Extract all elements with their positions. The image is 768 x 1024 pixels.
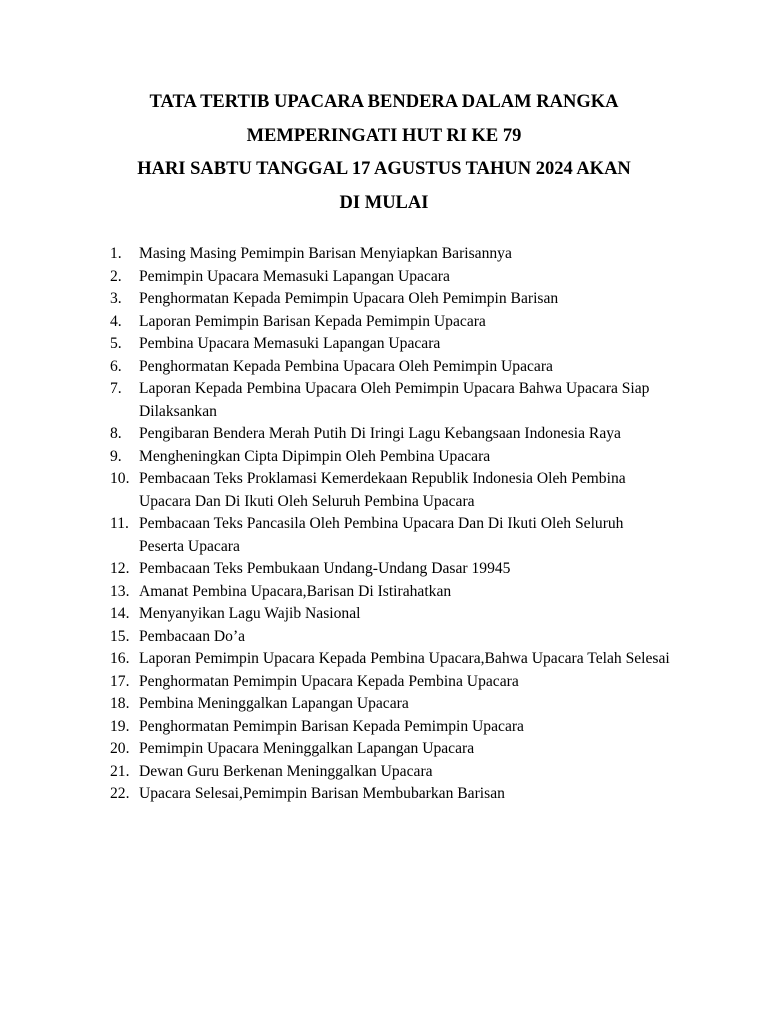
list-item (110, 603, 670, 626)
item-number: 11. (110, 515, 129, 532)
item-text: Menyanyikan Lagu Wajib Nasional (139, 605, 361, 622)
item-number: 13. (110, 582, 130, 600)
item-text: Pemimpin Upacara Meninggalkan Lapangan Upacara (139, 740, 475, 757)
list-item (110, 648, 670, 671)
item-text: Penghormatan Kepada Pemimpin Upacara Oleh Pemimpin Barisan (139, 290, 559, 307)
item-text: Laporan Kepada Pembina Upacara Oleh Pemimpin Upacara Bahwa Upacara Siap Dilaksankan (139, 380, 650, 420)
item-number: 3. (110, 290, 122, 307)
list-item (110, 423, 670, 446)
title-line: MEMPERINGATI HUT RI KE 79 (246, 125, 522, 146)
list-item (110, 761, 670, 784)
list-item (110, 558, 670, 581)
item-number: 14. (110, 605, 130, 622)
item-text: Laporan Pemimpin Upacara Kepada Pembina Upacara,Bahwa Upacara Telah Selesai (139, 650, 670, 667)
list-item (110, 243, 670, 266)
item-number: 12. (110, 560, 130, 577)
item-text: Pembacaan Do’a (139, 627, 246, 645)
item-number: 6. (110, 357, 122, 375)
item-number: 19. (110, 717, 130, 735)
list-item (110, 513, 670, 558)
item-number: 16. (110, 650, 130, 667)
item-text: Amanat Pembina Upacara,Barisan Di Istirahatkan (139, 582, 452, 600)
item-text: Pembacaan Teks Pancasila Oleh Pembina Upacara Dan Di Ikuti Oleh Seluruh Peserta Upacara (139, 515, 624, 555)
item-text: Dewan Guru Berkenan Meninggalkan Upacara (139, 762, 433, 780)
document-title (60, 86, 708, 220)
list-item (110, 378, 670, 423)
list-item (110, 671, 670, 694)
list-item (110, 783, 670, 806)
item-text: Laporan Pemimpin Barisan Kepada Pemimpin Upacara (139, 312, 486, 330)
item-text: Pembina Upacara Memasuki Lapangan Upacara (139, 335, 441, 352)
list-item (110, 266, 670, 289)
list-item (110, 626, 670, 649)
list-item (110, 581, 670, 604)
list-item (110, 288, 670, 311)
title-line: DI MULAI (339, 192, 429, 213)
list-item (110, 311, 670, 334)
item-text: Penghormatan Pemimpin Barisan Kepada Pemimpin Upacara (139, 717, 524, 735)
item-number: 18. (110, 695, 130, 712)
list-item (110, 693, 670, 716)
item-text: Penghormatan Pemimpin Upacara Kepada Pembina Upacara (139, 672, 519, 690)
list-item (110, 468, 670, 513)
item-number: 21. (110, 762, 130, 780)
item-number: 10. (110, 470, 130, 487)
ceremony-order-list (110, 243, 670, 806)
item-number: 15. (110, 627, 130, 645)
list-item (110, 716, 670, 739)
item-number: 1. (110, 245, 122, 262)
item-number: 17. (110, 672, 130, 690)
list-item (110, 356, 670, 379)
title-line: TATA TERTIB UPACARA BENDERA DALAM RANGKA (149, 92, 619, 112)
list-item (110, 738, 670, 761)
item-number: 22. (110, 785, 130, 802)
item-text: Upacara Selesai,Pemimpin Barisan Membubarkan Barisan (139, 785, 505, 802)
item-text: Penghormatan Kepada Pembina Upacara Oleh Pemimpin Upacara (139, 357, 553, 375)
item-number: 20. (110, 740, 130, 757)
list-item (110, 333, 670, 356)
item-text: Pengibaran Bendera Merah Putih Di Iringi Lagu Kebangsaan Indonesia Raya (139, 425, 621, 442)
item-number: 7. (110, 380, 122, 397)
item-text: Pembacaan Teks Pembukaan Undang-Undang Dasar 19945 (139, 560, 511, 577)
item-number: 4. (110, 312, 122, 330)
item-text: Masing Masing Pemimpin Barisan Menyiapkan Barisannya (139, 245, 512, 262)
item-text: Pembina Meninggalkan Lapangan Upacara (139, 695, 409, 712)
item-number: 9. (110, 447, 122, 465)
item-number: 8. (110, 425, 122, 442)
list-item (110, 446, 670, 469)
item-number: 2. (110, 267, 122, 285)
item-text: Pembacaan Teks Proklamasi Kemerdekaan Republik Indonesia Oleh Pembina Upacara Dan Di Ikuti Oleh Seluruh Pembina Upacara (139, 470, 626, 510)
item-text: Pemimpin Upacara Memasuki Lapangan Upacara (139, 267, 450, 285)
item-text: Mengheningkan Cipta Dipimpin Oleh Pembina Upacara (139, 447, 491, 465)
title-line: HARI SABTU TANGGAL 17 AGUSTUS TAHUN 2024 AKAN (137, 159, 631, 179)
item-number: 5. (110, 335, 122, 352)
